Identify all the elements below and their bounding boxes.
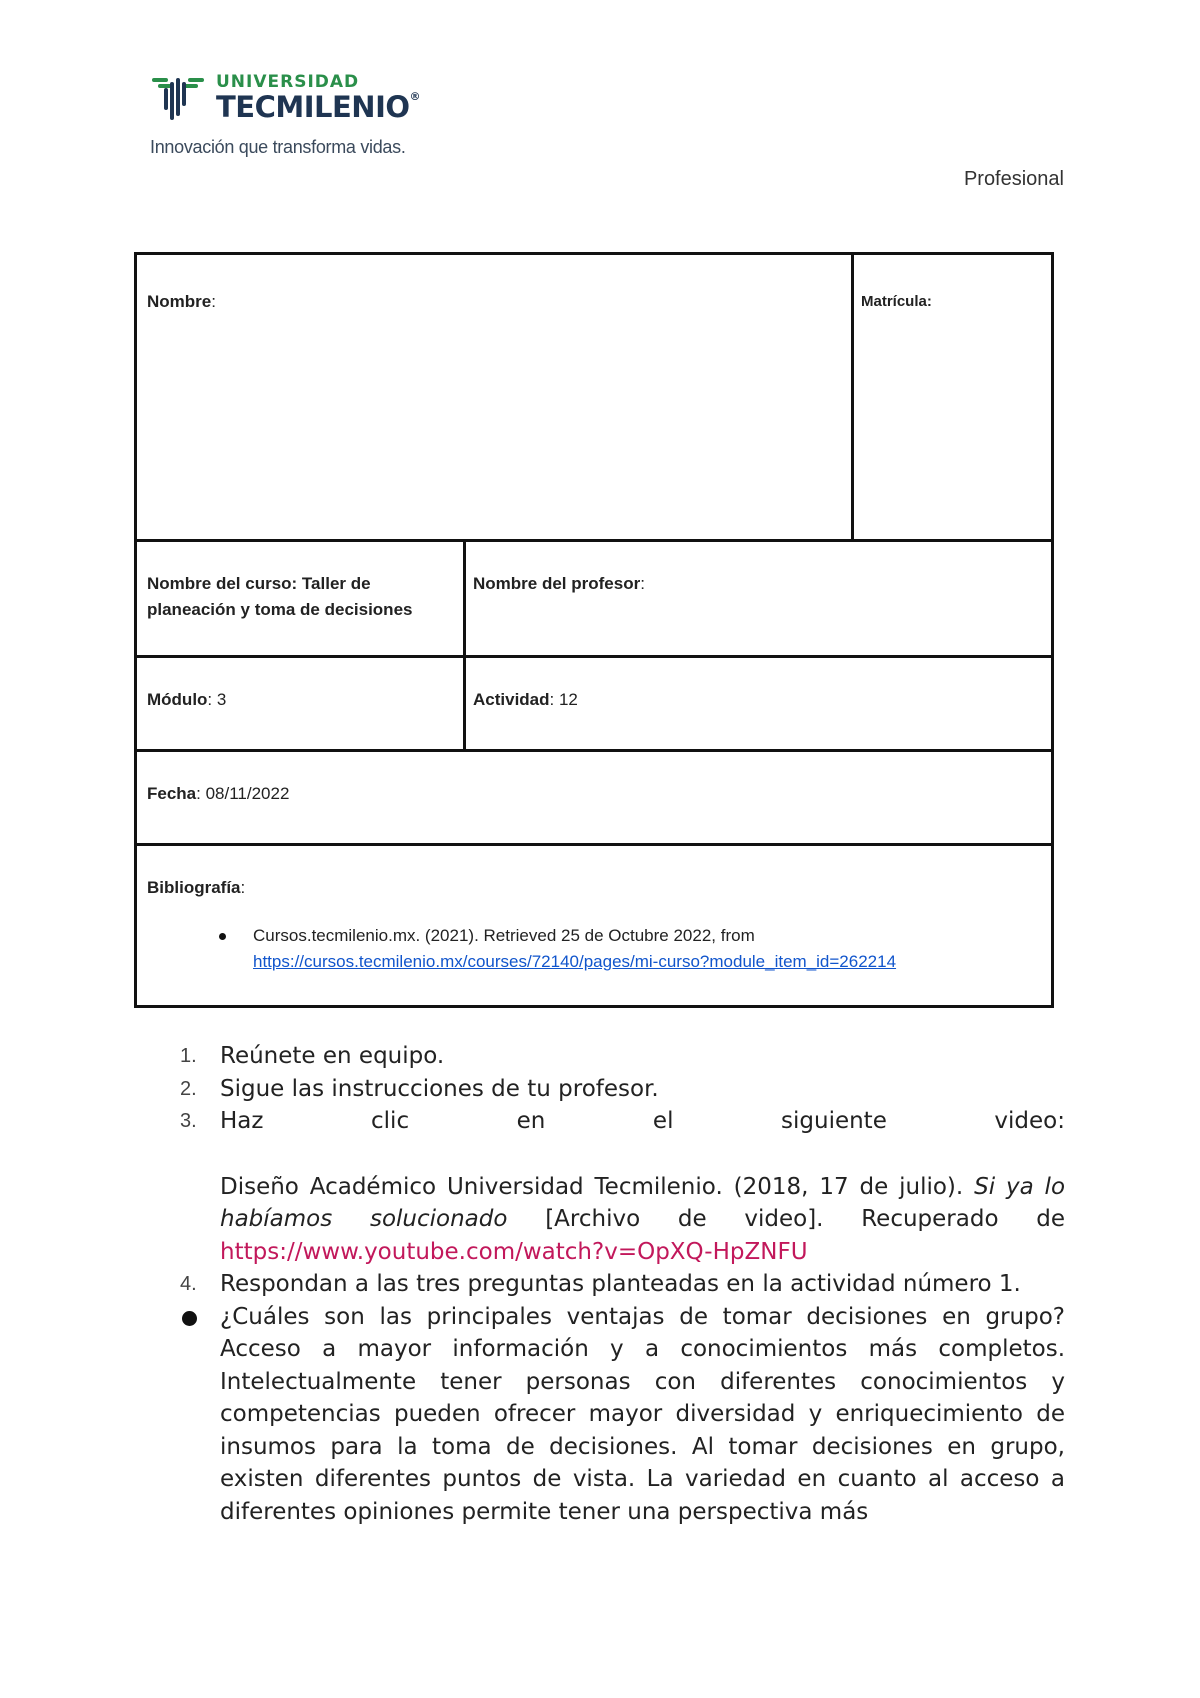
list-number: 4. — [180, 1273, 197, 1295]
modulo-value: : 3 — [207, 690, 227, 709]
profesor-cell: Nombre del profesor: — [473, 574, 645, 593]
student-info-table — [134, 252, 1054, 1008]
nombre-cell: Nombre: — [147, 292, 216, 311]
bib-entry-text: Cursos.tecmilenio.mx. (2021). Retrieved 25 de Octubre 2022, from — [253, 926, 755, 945]
video-title: Si ya lo habíamos solucionado — [220, 1173, 1066, 1232]
list-item-text: Sigue las instrucciones de tu profesor. — [220, 1075, 659, 1102]
modulo-cell — [147, 687, 447, 713]
logo-text-universidad: UNIVERSIDAD — [216, 72, 360, 92]
bibliografia-cell: Bibliografía: Cursos.tecmilenio.mx. (2021). Retrieved 25 de Octubre 2022, from https://cursos.tecmilenio.mx/courses/72140/pages/mi-curso?module_item_id=262214 — [147, 875, 1027, 975]
table-divider — [137, 749, 1051, 752]
matricula-cell — [861, 289, 1041, 315]
list-item-text: Respondan a las tres preguntas planteadas en la actividad número 1. — [220, 1271, 1021, 1297]
bullet-answer — [180, 1301, 1065, 1529]
logo-text-tecmilenio: TECMILENIO® — [216, 90, 421, 124]
logo-tagline: Innovación que transforma vidas. — [150, 137, 406, 157]
table-divider — [137, 655, 1051, 658]
answer-text: ¿Cuáles son las principales ventajas de tomar decisiones en grupo? Acceso a mayor información y a conocimientos más completos. Intelectualmente tener personas con diferentes conocimientos y competencias pueden ofrecer mayor diversidad y enriquecimiento de insumos para la toma de decisiones. Al tomar decisiones en grupo, existen diferentes puntos de vista. La variedad en cuanto al acceso a diferentes opiniones permite tener una perspectiva más — [220, 1303, 1065, 1525]
fecha-cell — [147, 781, 1027, 807]
bullet-icon — [182, 1311, 197, 1326]
table-divider — [137, 843, 1051, 846]
curso-cell — [147, 571, 447, 623]
list-item — [180, 1105, 1065, 1268]
table-divider — [851, 255, 854, 539]
video-citation: Diseño Académico Universidad Tecmilenio. (2018, 17 de julio). Si ya lo habíamos solucionado [Archivo de video]. Recuperado de https://www.youtube.com/watch?v=OpXQ-HpZNFU — [220, 1173, 1066, 1265]
bullet-icon — [219, 933, 226, 940]
modulo-label: Módulo — [147, 690, 208, 709]
youtube-link[interactable]: https://www.youtube.com/watch?v=OpXQ-HpZNFU — [220, 1238, 808, 1265]
tecmilenio-logo-mark-icon — [152, 74, 204, 122]
matricula-label: Matrícula: — [861, 293, 932, 310]
list-number: 2. — [180, 1077, 197, 1100]
header-profesional-label: Profesional — [963, 168, 1064, 190]
bibliografia-label: Bibliografía — [147, 878, 241, 897]
university-logo — [150, 70, 430, 165]
bib-entry-link[interactable]: https://cursos.tecmilenio.mx/courses/72140/pages/mi-curso?module_item_id=262214 — [253, 952, 897, 971]
list-number: 3. — [180, 1110, 197, 1132]
instructions-list — [180, 1040, 1065, 1528]
fecha-value: : 08/11/2022 — [196, 784, 290, 803]
table-divider — [137, 539, 1051, 542]
table-divider — [463, 539, 466, 751]
curso-label: Nombre del curso: Taller de planeación y toma de decisiones — [147, 574, 413, 619]
list-item-text: Reúnete en equipo. — [220, 1043, 445, 1069]
list-item-text: Haz clic en el siguiente video: — [220, 1108, 1065, 1134]
list-number: 1. — [180, 1045, 197, 1067]
list-item — [180, 1040, 1065, 1073]
actividad-label: Actividad — [473, 690, 550, 709]
list-item — [180, 1268, 1065, 1301]
actividad-cell — [473, 687, 1033, 713]
fecha-label: Fecha — [147, 784, 197, 803]
list-item — [180, 1073, 1065, 1106]
profesor-label: Nombre del profesor — [473, 574, 641, 593]
nombre-label: Nombre — [147, 292, 212, 311]
actividad-value: : 12 — [549, 690, 578, 709]
bibliography-entry — [147, 923, 1027, 975]
